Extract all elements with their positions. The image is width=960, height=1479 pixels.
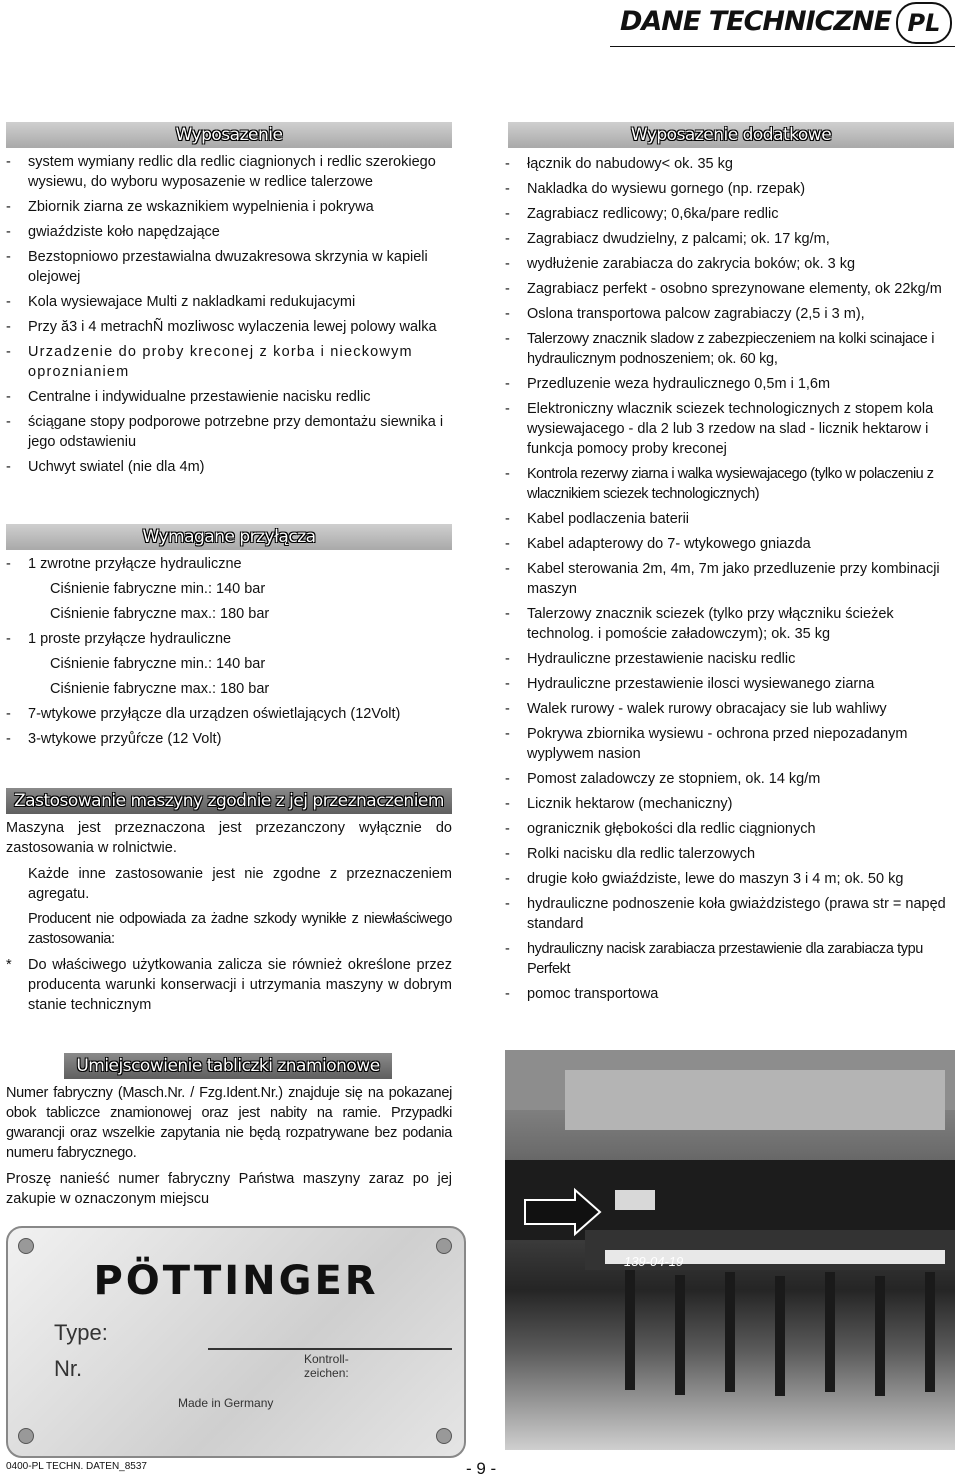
rivet-icon [18,1238,34,1254]
optional-equipment-list [505,154,955,1009]
list-item: - pomoc transportowa [505,986,659,1002]
nameplate-image [6,1226,466,1458]
list-item: - Kola wysiewajace Multi z nakladkami redukujacymi [6,294,356,310]
section-title-zastosowanie: Zastosowanie maszyny zgodnie z jej przeznaczeniem [6,788,452,814]
page-header-title: DANE TECHNICZNE [620,6,892,37]
list-item: - Urzadzenie do proby kreconej z korba i nieckowym oproznianiem [6,344,413,380]
language-badge: PL [896,2,952,44]
list-item: - Walek rurowy - walek rurowy obracajacy sie lub wahliwy [505,701,887,717]
list-item: - hydrauliczne podnoszenie koła gwiażdzistego (prawa str = napęd standard [505,896,946,932]
machine-photo [505,1050,955,1450]
list-item: - Elektroniczny wlacznik sciezek technologicznych z stopem kola wysiewajacego - dla 2 lub 3 rzedow na slad - licznik hektarow i funkcja pomocy proby kreconej [505,401,934,457]
list-item: - ogranicznik głębokości dla redlic ciągnionych [505,821,816,837]
footnote-star: * [6,957,12,973]
document-code: 0400-PL TECHN. DATEN_8537 [6,1461,147,1472]
list-item: - Zbiornik ziarna ze wskaznikiem wypelnienia i pokrywa [6,199,374,215]
page-number: - 9 - [466,1459,497,1478]
section-title-wyposazenie: Wyposazenie [6,122,452,148]
list-item: - Przedluzenie weza hydraulicznego 0,5m i 1,6m [505,376,831,392]
other-use-paragraph: Każde inne zastosowanie jest nie zgodne z przeznaczeniem agregatu. [28,866,452,902]
list-item: - Talerzowy znacznik sciezek (tylko przy włączniku ścieżek technolog. i pomoście załadowczym); ok. 35 kg [505,606,894,642]
maintenance-paragraph: Do właściwego użytkowania zalicza sie również określone przez producenta warunki konserwacji i utrzymania maszyny w dobrym stanie technicznym [28,957,452,1013]
list-item: - Hydrauliczne przestawienie ilosci wysiewanego ziarna [505,676,875,692]
list-item: - Uchwyt swiatel (nie dla 4m) [6,459,205,475]
serial-number-paragraph: Numer fabryczny (Masch.Nr. / Fzg.Ident.Nr.) znajduje się na pokazanej obok tabliczce znamionowej oraz jest nabity na ramie. Przypadki gwarancji oraz wszelkie zapytania nie będą rozpatrywane bez podania numeru fabrycznego. [6,1085,452,1161]
list-item: - Kontrola rezerwy ziarna i walka wysiewajacego (tylko w polaczeniu z wlacznikiem sciezek technologicznych) [505,466,934,502]
list-item: - Pomost zaladowczy ze stopniem, ok. 14 kg/m [505,771,821,787]
list-item: - Zagrabiacz perfekt - osobno sprezynowane elementy, ok 22kg/m [505,281,942,297]
list-item: - ściągane stopy podporowe potrzebne przy demontażu siewnika i jego odstawieniu [6,414,444,450]
plate-type-label: Type: [54,1320,108,1345]
list-item: - Bezstopniowo przestawialna dwuzakresowa skrzynia w kapieli olejowej [6,249,428,285]
list-item: - system wymiany redlic dla redlic ciagnionych i redlic szerokiego wysiewu, do wyboru wyposazenie w redlice talerzowe [6,154,436,190]
section-title-dodatkowe: Wyposazenie dodatkowe [508,122,954,148]
list-item: - Hydrauliczne przestawienie nacisku redlic [505,651,796,667]
pressure-min: Ciśnienie fabryczne min.: 140 bar [50,656,266,672]
liability-paragraph: Producent nie odpowiada za żadne szkody wynikłe z niewłaściwego zastosowania: [28,911,452,947]
list-item: - Pokrywa zbiornika wysiewu - ochrona przed niepozadanym wyplywem nasion [505,726,908,762]
intended-use-paragraph: Maszyna jest przeznaczona jest przezanczony wyłącznie do zastosowania w rolnictwie. [6,820,452,856]
machine-illustration [505,1050,955,1450]
list-item: - Centralne i indywidualne przestawienie nacisku redlic [6,389,371,405]
list-item: - łącznik do nabudowy< ok. 35 kg [505,156,733,172]
equipment-list [6,152,452,482]
list-item: - Kabel adapterowy do 7- wtykowego gniazda [505,536,811,552]
pressure-max: Ciśnienie fabryczne max.: 180 bar [50,606,270,622]
list-item: - Talerzowy znacznik sladow z zabezpieczeniem na kolki scinajace i hydraulicznym podnoszeniem; ok. 60 kg, [505,331,935,367]
list-item: - 7-wtykowe przyłącze dla urządzen oświetlających (12Volt) [6,706,401,722]
list-item: - Kabel sterowania 2m, 4m, 7m jako przedluzenie przy kombinacji maszyn [505,561,940,597]
list-item: - Licznik hektarow (mechaniczny) [505,796,733,812]
list-item: - Przy ă3 i 4 metrachÑ mozliwosc wylaczenia lewej polowy walka [6,319,437,335]
plate-kontroll-label: Kontroll- zeichen: [304,1352,349,1380]
list-item: - hydrauliczny nacisk zarabiacza przestawienie dla zarabiacza typu Perfekt [505,941,923,977]
rivet-icon [436,1238,452,1254]
header-divider [610,46,955,47]
list-item: - Zagrabiacz redlicowy; 0,6ka/pare redlic [505,206,779,222]
list-item: - 3-wtykowe przyůŕcze (12 Volt) [6,731,222,747]
list-item: - wydłużenie zarabiacza do zakrycia boków; ok. 3 kg [505,256,856,272]
plate-nr-label: Nr. [54,1356,83,1381]
photo-reference-label: 139-04-19 [624,1254,684,1269]
serial-request-paragraph: Proszę nanieść numer fabryczny Państwa maszyny zaraz po jej zakupie w oznaczonym miejscu [6,1171,452,1207]
section-title-wymagane: Wymagane przyłącza [6,524,452,550]
list-item: - Nakladka do wysiewu gornego (np. rzepak) [505,181,806,197]
list-item: - 1 zwrotne przyłącze hydrauliczne [6,556,242,572]
rivet-icon [18,1428,34,1444]
pottinger-logo: PÖTTINGER [93,1258,379,1304]
list-item: - Oslona transportowa palcow zagrabiaczy (2,5 i 3 m), [505,306,865,322]
plate-made-in: Made in Germany [178,1396,274,1410]
list-item: - Kabel podlaczenia baterii [505,511,690,527]
list-item: - Zagrabiacz dwudzielny, z palcami; ok. 17 kg/m, [505,231,830,247]
pressure-min: Ciśnienie fabryczne min.: 140 bar [50,581,266,597]
connections-list [6,554,452,754]
list-item: - gwiaździste koło napędzające [6,224,220,240]
list-item: - 1 proste przyłącze hydrauliczne [6,631,232,647]
section-title-tabliczka: Umiejscowienie tabliczki znamionowe [64,1053,392,1079]
list-item: - Rolki nacisku dla redlic talerzowych [505,846,756,862]
list-item: - drugie koło gwiaździste, lewe do maszyn 3 i 4 m; ok. 50 kg [505,871,904,887]
pressure-max: Ciśnienie fabryczne max.: 180 bar [50,681,270,697]
